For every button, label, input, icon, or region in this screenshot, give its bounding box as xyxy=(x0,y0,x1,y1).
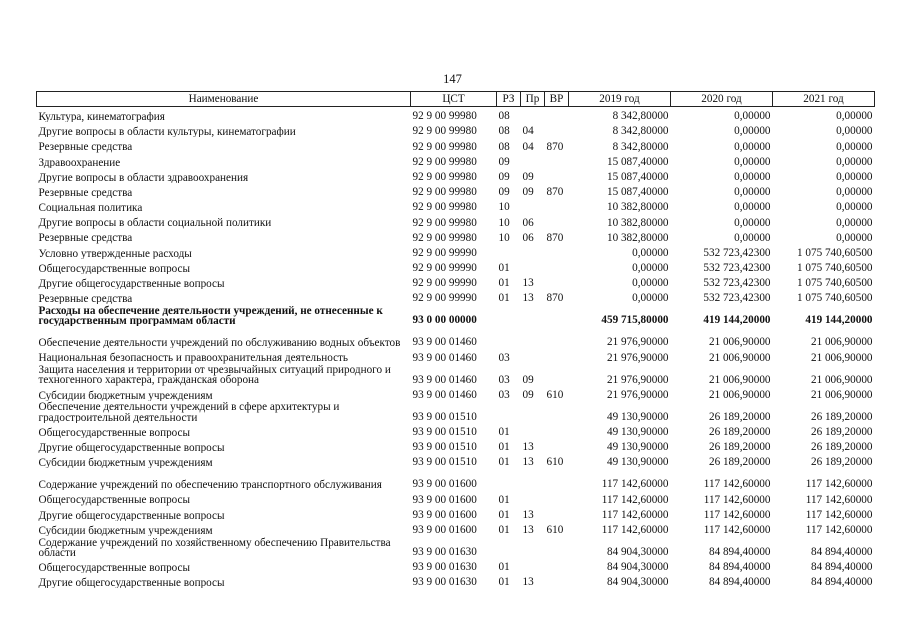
row-value-2019: 15 087,40000 xyxy=(606,186,669,199)
row-pr xyxy=(521,468,545,490)
row-value-2019: 21 976,90000 xyxy=(606,351,669,364)
row-cst: 93 9 00 01600 xyxy=(412,478,477,491)
row-cst: 93 9 00 01460 xyxy=(412,336,477,349)
row-name: Содержание учреждений по обеспечению транспортного обслуживания xyxy=(38,479,382,491)
row-name: Обеспечение деятельности учреждений в сфере архитектуры и градостроительной деятельности xyxy=(38,401,340,423)
table-row xyxy=(37,364,875,386)
row-cst: 93 9 00 01460 xyxy=(412,373,477,386)
row-rz xyxy=(497,401,521,423)
budget-table xyxy=(36,91,875,588)
row-name: Общегосударственные вопросы xyxy=(38,426,191,438)
row-value-2021: 419 144,20000 xyxy=(805,314,873,327)
row-name: Другие вопросы в области культуры, кинематографии xyxy=(38,126,296,138)
row-name: Другие вопросы в области социальной политики xyxy=(38,217,272,229)
row-pr: 13 xyxy=(522,576,534,589)
table-row xyxy=(37,229,875,244)
row-name: Обеспечение деятельности учреждений по обслуживанию водных объектов xyxy=(38,337,401,349)
table-row xyxy=(37,558,875,573)
row-rz xyxy=(497,304,521,326)
row-value-2019: 0,00000 xyxy=(632,246,669,259)
row-value-2021: 26 189,20000 xyxy=(810,456,873,469)
row-value-2021: 1 075 740,60500 xyxy=(796,292,873,305)
row-name: Социальная политика xyxy=(38,202,143,214)
row-vr xyxy=(545,490,569,505)
row-vr xyxy=(545,558,569,573)
row-name: Общегосударственные вопросы xyxy=(38,494,191,506)
row-vr: 870 xyxy=(546,140,564,153)
row-vr xyxy=(545,536,569,558)
row-value-2019: 117 142,60000 xyxy=(601,478,669,491)
row-value-2021: 26 189,20000 xyxy=(810,441,873,454)
row-value-2020: 532 723,42300 xyxy=(703,277,771,290)
table-row xyxy=(37,386,875,401)
row-value-2021: 84 894,40000 xyxy=(810,561,873,574)
row-value-2019: 0,00000 xyxy=(632,292,669,305)
table-row xyxy=(37,168,875,183)
row-pr: 13 xyxy=(522,523,534,536)
row-pr: 04 xyxy=(522,140,534,153)
table-row xyxy=(37,304,875,326)
row-value-2021: 0,00000 xyxy=(836,186,873,199)
header-pr: Пр xyxy=(521,92,545,107)
row-cst: 92 9 00 99990 xyxy=(412,277,477,290)
row-pr xyxy=(521,401,545,423)
row-pr: 09 xyxy=(522,373,534,386)
row-value-2020: 0,00000 xyxy=(734,155,771,168)
row-value-2019: 10 382,80000 xyxy=(606,201,669,214)
row-rz: 08 xyxy=(498,110,510,123)
row-rz: 01 xyxy=(498,456,510,469)
table-row xyxy=(37,289,875,304)
row-name: Резервные средства xyxy=(38,141,133,153)
row-rz: 10 xyxy=(498,216,510,229)
row-rz: 01 xyxy=(498,277,510,290)
row-pr: 04 xyxy=(522,125,534,138)
row-rz: 01 xyxy=(498,426,510,438)
table-row xyxy=(37,423,875,438)
row-rz: 01 xyxy=(498,262,510,275)
row-value-2021: 84 894,40000 xyxy=(810,545,873,558)
row-value-2020: 84 894,40000 xyxy=(708,561,771,574)
table-row xyxy=(37,213,875,228)
table-row xyxy=(37,490,875,505)
row-cst: 92 9 00 99980 xyxy=(412,201,477,214)
row-pr xyxy=(521,153,545,168)
row-cst: 92 9 00 99980 xyxy=(412,125,477,138)
row-value-2019: 84 904,30000 xyxy=(606,576,669,589)
row-cst: 92 9 00 99980 xyxy=(412,140,477,153)
row-rz: 03 xyxy=(498,388,510,401)
row-cst: 92 9 00 99980 xyxy=(412,170,477,183)
row-value-2021: 117 142,60000 xyxy=(805,508,873,521)
row-pr xyxy=(521,536,545,558)
row-rz: 09 xyxy=(498,170,510,183)
row-cst: 93 9 00 01460 xyxy=(412,351,477,364)
table-row xyxy=(37,274,875,289)
row-value-2020: 532 723,42300 xyxy=(703,246,771,259)
row-vr xyxy=(545,326,569,348)
header-name: Наименование xyxy=(37,92,411,107)
row-value-2020: 532 723,42300 xyxy=(703,292,771,305)
table-row xyxy=(37,348,875,363)
row-name: Расходы на обеспечение деятельности учреждений, не отнесенные к государственным программам области xyxy=(38,305,383,327)
row-vr xyxy=(545,107,569,123)
row-name: Резервные средства xyxy=(38,293,133,305)
row-cst: 92 9 00 99980 xyxy=(412,231,477,244)
row-value-2021: 1 075 740,60500 xyxy=(796,246,873,259)
table-row xyxy=(37,107,875,123)
row-pr xyxy=(521,244,545,259)
row-vr: 610 xyxy=(546,456,564,469)
row-value-2021: 0,00000 xyxy=(836,125,873,138)
header-2019: 2019 год xyxy=(569,92,671,107)
row-rz: 01 xyxy=(498,441,510,454)
row-rz: 03 xyxy=(498,351,510,364)
row-value-2021: 21 006,90000 xyxy=(810,388,873,401)
row-value-2019: 15 087,40000 xyxy=(606,155,669,168)
row-cst: 93 9 00 01510 xyxy=(412,456,477,469)
row-vr: 610 xyxy=(546,523,564,536)
row-pr: 09 xyxy=(522,170,534,183)
row-value-2019: 117 142,60000 xyxy=(601,523,669,536)
row-value-2020: 117 142,60000 xyxy=(703,508,771,521)
table-row xyxy=(37,183,875,198)
row-value-2021: 0,00000 xyxy=(836,110,873,123)
header-rz: РЗ xyxy=(497,92,521,107)
row-vr xyxy=(545,573,569,588)
row-value-2020: 21 006,90000 xyxy=(708,388,771,401)
row-vr xyxy=(545,259,569,274)
row-value-2021: 117 142,60000 xyxy=(805,523,873,536)
row-rz: 01 xyxy=(498,576,510,589)
row-cst: 92 9 00 99990 xyxy=(412,246,477,259)
row-cst: 92 9 00 99980 xyxy=(412,216,477,229)
header-cst: ЦСТ xyxy=(411,92,497,107)
row-vr xyxy=(545,468,569,490)
table-row xyxy=(37,468,875,490)
table-body xyxy=(37,107,875,589)
row-value-2021: 0,00000 xyxy=(836,170,873,183)
row-value-2019: 21 976,90000 xyxy=(606,388,669,401)
row-cst: 92 9 00 99980 xyxy=(412,186,477,199)
row-value-2020: 26 189,20000 xyxy=(708,410,771,423)
row-pr: 13 xyxy=(522,508,534,521)
row-value-2021: 1 075 740,60500 xyxy=(796,262,873,275)
row-vr xyxy=(545,122,569,137)
row-value-2019: 15 087,40000 xyxy=(606,170,669,183)
row-cst: 93 9 00 01600 xyxy=(412,493,477,506)
row-cst: 93 9 00 01630 xyxy=(412,561,477,574)
row-value-2019: 117 142,60000 xyxy=(601,508,669,521)
row-value-2020: 21 006,90000 xyxy=(708,373,771,386)
row-name: Общегосударственные вопросы xyxy=(38,262,191,275)
row-pr xyxy=(521,326,545,348)
row-name: Другие общегосударственные вопросы xyxy=(38,441,225,454)
row-cst: 92 9 00 99990 xyxy=(412,292,477,305)
row-value-2019: 10 382,80000 xyxy=(606,231,669,244)
row-rz: 10 xyxy=(498,231,510,244)
row-name: Субсидии бюджетным учреждениям xyxy=(38,524,213,536)
row-rz: 08 xyxy=(498,125,510,138)
table-row xyxy=(37,536,875,558)
row-name: Национальная безопасность и правоохранительная деятельность xyxy=(38,352,349,364)
row-name: Субсидии бюджетным учреждениям xyxy=(38,389,213,401)
row-value-2020: 532 723,42300 xyxy=(703,262,771,275)
row-cst: 93 9 00 01510 xyxy=(412,426,477,438)
row-vr xyxy=(545,274,569,289)
row-cst: 92 9 00 99990 xyxy=(412,262,477,275)
row-rz: 10 xyxy=(498,201,510,214)
row-name: Резервные средства xyxy=(38,232,133,244)
row-value-2020: 0,00000 xyxy=(734,110,771,123)
row-name: Культура, кинематография xyxy=(38,110,165,123)
row-value-2019: 117 142,60000 xyxy=(601,493,669,506)
row-value-2020: 117 142,60000 xyxy=(703,478,771,491)
row-name: Резервные средства xyxy=(38,186,133,199)
table-row xyxy=(37,153,875,168)
row-vr: 870 xyxy=(546,186,564,199)
row-value-2020: 84 894,40000 xyxy=(708,576,771,589)
table-row xyxy=(37,573,875,588)
table-row xyxy=(37,122,875,137)
row-name: Условно утвержденные расходы xyxy=(38,247,192,259)
table-row xyxy=(37,521,875,536)
row-cst: 93 9 00 01630 xyxy=(412,576,477,589)
row-vr xyxy=(545,423,569,438)
row-value-2019: 8 342,80000 xyxy=(612,110,669,123)
row-value-2019: 49 130,90000 xyxy=(606,441,669,454)
row-vr: 870 xyxy=(546,231,564,244)
row-vr xyxy=(545,506,569,521)
row-cst: 93 9 00 01600 xyxy=(412,523,477,536)
row-value-2020: 117 142,60000 xyxy=(703,493,771,506)
page-number: 147 xyxy=(443,72,462,86)
row-value-2019: 84 904,30000 xyxy=(606,561,669,574)
row-pr xyxy=(521,259,545,274)
row-rz: 01 xyxy=(498,508,510,521)
row-cst: 93 9 00 01460 xyxy=(412,388,477,401)
row-value-2021: 0,00000 xyxy=(836,231,873,244)
table-row xyxy=(37,259,875,274)
row-rz: 01 xyxy=(498,292,510,305)
row-rz: 01 xyxy=(498,561,510,574)
row-vr xyxy=(545,438,569,453)
row-value-2019: 0,00000 xyxy=(632,262,669,275)
row-pr: 13 xyxy=(522,292,534,305)
row-rz xyxy=(497,536,521,558)
row-cst: 93 9 00 01630 xyxy=(412,545,477,558)
header-2020: 2020 год xyxy=(671,92,773,107)
row-rz: 01 xyxy=(498,493,510,506)
row-value-2021: 21 006,90000 xyxy=(810,336,873,349)
table-row xyxy=(37,244,875,259)
row-pr xyxy=(521,107,545,123)
row-value-2021: 21 006,90000 xyxy=(810,373,873,386)
row-name: Защита населения и территории от чрезвычайных ситуаций природного и техногенного характера, гражданская оборона xyxy=(38,364,391,386)
row-cst: 93 9 00 01510 xyxy=(412,410,477,423)
row-value-2019: 84 904,30000 xyxy=(606,545,669,558)
row-name: Субсидии бюджетным учреждениям xyxy=(38,457,213,469)
row-value-2020: 0,00000 xyxy=(734,170,771,183)
row-value-2020: 117 142,60000 xyxy=(703,523,771,536)
row-pr: 13 xyxy=(522,277,534,290)
row-value-2021: 26 189,20000 xyxy=(810,410,873,423)
row-pr: 13 xyxy=(522,441,534,454)
row-pr xyxy=(521,558,545,573)
table-header-row xyxy=(37,92,875,107)
row-value-2021: 21 006,90000 xyxy=(810,351,873,364)
row-rz: 08 xyxy=(498,140,510,153)
row-vr xyxy=(545,244,569,259)
table-row xyxy=(37,401,875,423)
row-name: Другие общегосударственные вопросы xyxy=(38,509,225,521)
row-vr xyxy=(545,213,569,228)
row-value-2019: 49 130,90000 xyxy=(606,410,669,423)
row-value-2020: 26 189,20000 xyxy=(708,456,771,469)
row-value-2020: 0,00000 xyxy=(734,201,771,214)
row-name: Содержание учреждений по хозяйственному обеспечению Правительства области xyxy=(38,536,391,558)
row-pr: 06 xyxy=(522,231,534,244)
row-pr xyxy=(521,304,545,326)
row-value-2021: 26 189,20000 xyxy=(810,426,873,438)
row-pr xyxy=(521,348,545,363)
table-row xyxy=(37,326,875,348)
row-pr: 09 xyxy=(522,186,534,199)
row-vr xyxy=(545,304,569,326)
row-vr xyxy=(545,348,569,363)
row-value-2021: 84 894,40000 xyxy=(810,576,873,589)
row-cst: 92 9 00 99980 xyxy=(412,155,477,168)
table-row xyxy=(37,198,875,213)
row-name: Общегосударственные вопросы xyxy=(38,561,191,574)
row-pr: 13 xyxy=(522,456,534,469)
row-rz: 03 xyxy=(498,373,510,386)
row-value-2021: 0,00000 xyxy=(836,155,873,168)
row-value-2020: 0,00000 xyxy=(734,125,771,138)
row-rz xyxy=(497,326,521,348)
row-value-2021: 117 142,60000 xyxy=(805,478,873,491)
row-value-2019: 21 976,90000 xyxy=(606,336,669,349)
row-rz: 01 xyxy=(498,523,510,536)
row-vr xyxy=(545,364,569,386)
row-value-2020: 0,00000 xyxy=(734,186,771,199)
row-pr xyxy=(521,198,545,213)
row-cst: 93 9 00 01510 xyxy=(412,441,477,454)
row-value-2020: 0,00000 xyxy=(734,140,771,153)
row-vr xyxy=(545,168,569,183)
row-vr: 870 xyxy=(546,292,564,305)
row-name: Другие общегосударственные вопросы xyxy=(38,577,225,589)
row-value-2020: 21 006,90000 xyxy=(708,351,771,364)
table-row xyxy=(37,137,875,152)
table-row xyxy=(37,438,875,453)
row-value-2021: 1 075 740,60500 xyxy=(796,277,873,290)
row-value-2020: 84 894,40000 xyxy=(708,545,771,558)
row-value-2019: 49 130,90000 xyxy=(606,426,669,438)
row-pr xyxy=(521,423,545,438)
row-value-2021: 0,00000 xyxy=(836,140,873,153)
row-value-2021: 0,00000 xyxy=(836,201,873,214)
row-pr: 06 xyxy=(522,216,534,229)
row-rz xyxy=(497,244,521,259)
row-vr xyxy=(545,401,569,423)
row-pr xyxy=(521,490,545,505)
row-value-2019: 49 130,90000 xyxy=(606,456,669,469)
row-value-2020: 0,00000 xyxy=(734,216,771,229)
header-vr: ВР xyxy=(545,92,569,107)
row-value-2021: 117 142,60000 xyxy=(805,493,873,506)
row-value-2021: 0,00000 xyxy=(836,216,873,229)
row-vr xyxy=(545,198,569,213)
row-value-2020: 419 144,20000 xyxy=(703,314,771,327)
row-cst: 93 0 00 00000 xyxy=(412,314,477,327)
row-name: Другие вопросы в области здравоохранения xyxy=(38,171,249,183)
row-value-2019: 8 342,80000 xyxy=(612,125,669,138)
row-value-2020: 26 189,20000 xyxy=(708,441,771,454)
row-value-2019: 21 976,90000 xyxy=(606,373,669,386)
row-name: Здравоохранение xyxy=(38,156,121,168)
row-vr xyxy=(545,153,569,168)
row-rz: 09 xyxy=(498,155,510,168)
row-cst: 92 9 00 99980 xyxy=(412,110,477,123)
row-value-2020: 21 006,90000 xyxy=(708,336,771,349)
row-value-2020: 0,00000 xyxy=(734,231,771,244)
row-rz xyxy=(497,468,521,490)
row-name: Другие общегосударственные вопросы xyxy=(38,278,225,290)
row-value-2019: 8 342,80000 xyxy=(612,140,669,153)
table-row xyxy=(37,506,875,521)
table-row xyxy=(37,453,875,468)
row-rz: 09 xyxy=(498,186,510,199)
row-pr: 09 xyxy=(522,388,534,401)
row-vr: 610 xyxy=(546,388,564,401)
row-value-2019: 10 382,80000 xyxy=(606,216,669,229)
header-2021: 2021 год xyxy=(773,92,875,107)
row-value-2019: 459 715,80000 xyxy=(601,314,669,327)
row-value-2019: 0,00000 xyxy=(632,277,669,290)
row-value-2020: 26 189,20000 xyxy=(708,426,771,438)
row-cst: 93 9 00 01600 xyxy=(412,508,477,521)
